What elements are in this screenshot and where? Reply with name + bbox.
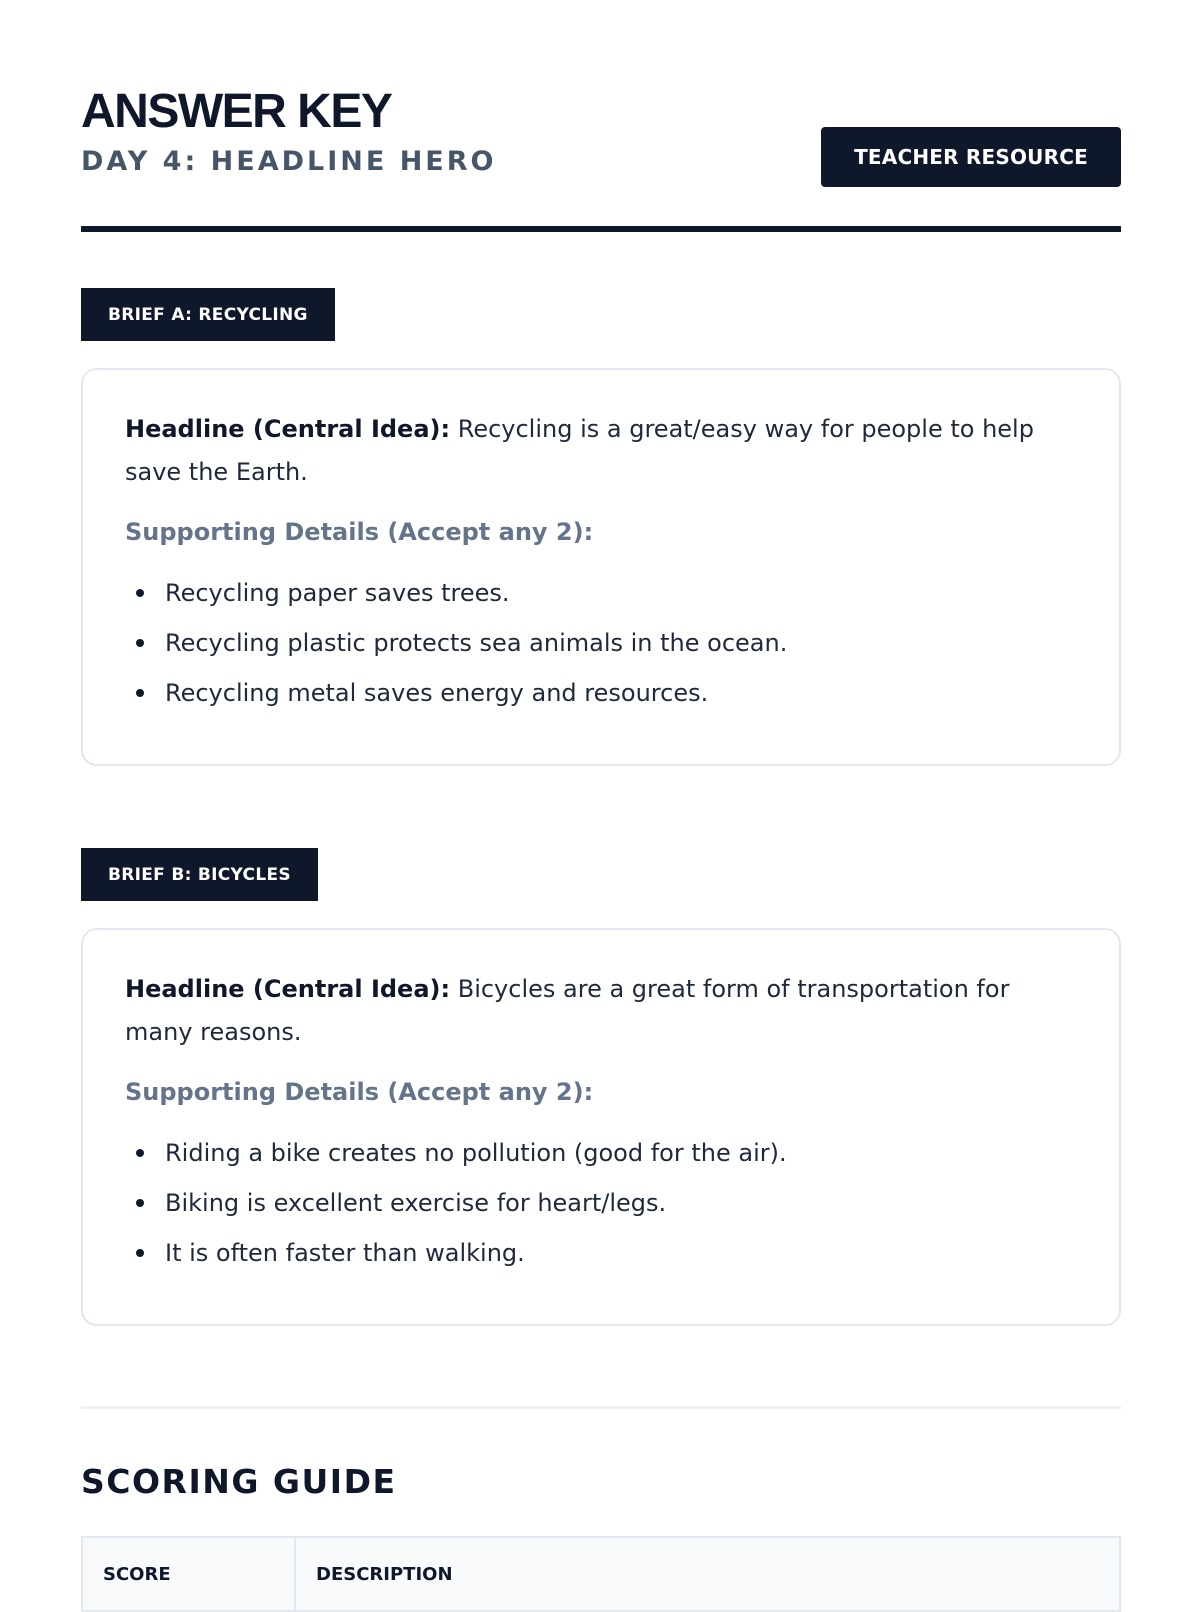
headline-label: Headline (Central Idea):	[125, 415, 451, 443]
score-column-header: SCORE	[82, 1537, 295, 1611]
list-item	[125, 1178, 1077, 1228]
brief-b-card	[81, 928, 1121, 1326]
section-divider	[81, 1406, 1121, 1409]
list-item	[125, 1128, 1077, 1178]
teacher-resource-badge: TEACHER RESOURCE	[821, 127, 1121, 187]
brief-a-card	[81, 368, 1121, 766]
page-header	[81, 84, 1121, 234]
bullet-icon	[136, 1249, 144, 1257]
detail-text: It is often faster than walking.	[165, 1239, 525, 1267]
brief-b-headline	[125, 968, 1077, 1054]
bullet-icon	[136, 589, 144, 597]
description-column-header: DESCRIPTION	[316, 1563, 453, 1585]
header-divider	[81, 226, 1121, 232]
supporting-details-heading: Supporting Details (Accept any 2):	[125, 1078, 594, 1106]
supporting-details-list	[125, 1128, 1077, 1278]
scoring-table	[81, 1536, 1121, 1612]
headline-text: Bicycles are a great form of transportation for many reasons.	[125, 975, 1010, 1046]
bullet-icon	[136, 639, 144, 647]
brief-a-tag: BRIEF A: RECYCLING	[81, 288, 335, 341]
brief-b-tag: BRIEF B: BICYCLES	[81, 848, 318, 901]
list-item	[125, 1228, 1077, 1278]
scoring-guide-title: SCORING GUIDE	[81, 1462, 397, 1501]
supporting-details-list	[125, 568, 1077, 718]
list-item	[125, 668, 1077, 718]
headline-text: Recycling is a great/easy way for people to help save the Earth.	[125, 415, 1034, 486]
list-item	[125, 568, 1077, 618]
supporting-details-heading: Supporting Details (Accept any 2):	[125, 518, 594, 546]
brief-a-headline	[125, 408, 1077, 494]
bullet-icon	[136, 689, 144, 697]
detail-text: Biking is excellent exercise for heart/legs.	[165, 1189, 667, 1217]
bullet-icon	[136, 1149, 144, 1157]
bullet-icon	[136, 1199, 144, 1207]
detail-text: Recycling metal saves energy and resources.	[165, 679, 709, 707]
detail-text: Recycling plastic protects sea animals in the ocean.	[165, 629, 788, 657]
detail-text: Recycling paper saves trees.	[165, 579, 510, 607]
page-title: ANSWER KEY	[81, 85, 392, 138]
page-subtitle: DAY 4: HEADLINE HERO	[81, 146, 497, 177]
headline-label: Headline (Central Idea):	[125, 975, 451, 1003]
list-item	[125, 618, 1077, 668]
detail-text: Riding a bike creates no pollution (good for the air).	[165, 1139, 787, 1167]
